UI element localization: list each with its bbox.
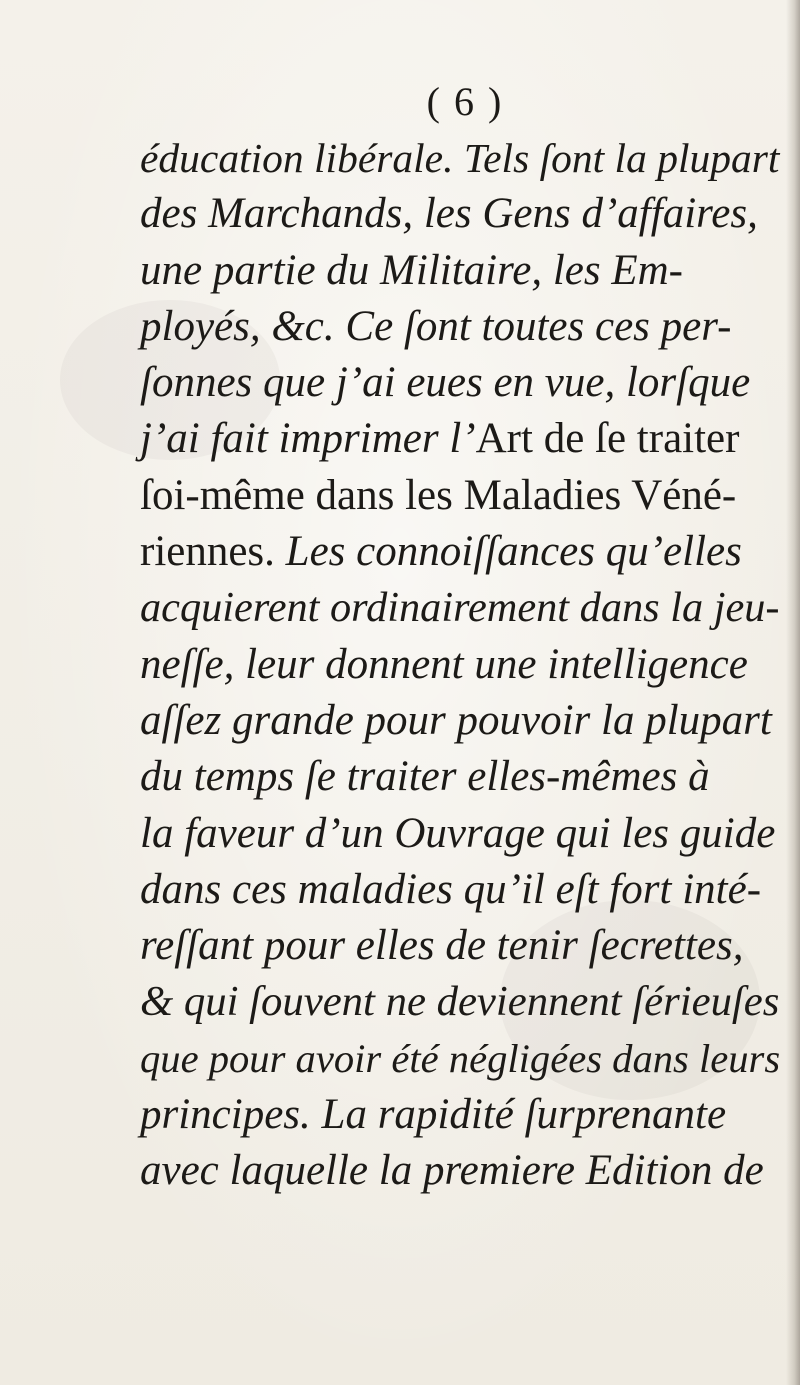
text-line [140, 355, 780, 411]
text-segment: que pour avoir été négligées dans leurs [140, 1035, 781, 1081]
text-segment: avec laquelle la premiere Edition de [140, 1147, 764, 1195]
text-segment: ſoi-même dans les Maladies Véné- [140, 471, 737, 519]
text-line [140, 411, 780, 467]
text-line [140, 468, 780, 524]
text-line [140, 749, 780, 805]
text-segment: j’ai fait imprimer l’ [140, 415, 476, 463]
text-line [140, 806, 780, 862]
text-line [140, 693, 780, 749]
text-segment: aſſez grande pour pouvoir la plupart [140, 696, 772, 744]
text-segment: reſſant pour elles de tenir ſecrettes, [140, 922, 744, 970]
page-number: ( 6 ) [426, 79, 504, 124]
text-segment: ſonnes que j’ai eues en vue, lorſque [140, 359, 751, 407]
text-line [140, 637, 780, 693]
text-line [140, 299, 780, 355]
text-segment: & qui ſouvent ne deviennent ſérieuſes [140, 978, 780, 1026]
text-line [140, 130, 780, 186]
body-text [140, 130, 780, 1200]
text-segment: la faveur d’un Ouvrage qui les guide [140, 809, 776, 857]
text-line [140, 1143, 780, 1199]
text-segment: acquierent ordinairement dans la jeu- [140, 584, 780, 632]
text-line [140, 243, 780, 299]
text-segment: des Marchands, les Gens d’affaires, [140, 190, 758, 238]
text-line [140, 580, 780, 636]
text-segment: neſſe, leur donnent une intelligence [140, 640, 748, 688]
text-line [140, 1087, 780, 1143]
text-line [140, 862, 780, 918]
text-segment: du temps ſe traiter elles-mêmes à [140, 753, 710, 801]
text-segment: ployés, &c. Ce ſont toutes ces per- [140, 302, 732, 350]
text-line [140, 1031, 780, 1087]
text-segment: principes. La rapidité ſurprenante [140, 1091, 727, 1139]
text-line [140, 524, 780, 580]
text-line [140, 974, 780, 1030]
page-edge-shadow [786, 0, 800, 1385]
text-line [140, 918, 780, 974]
text-segment: Art de ſe traiter [475, 415, 740, 463]
text-segment: éducation libérale. Tels ſont la plupart [140, 135, 780, 181]
text-segment: dans ces maladies qu’il eſt fort inté- [140, 865, 762, 913]
text-segment: riennes. [140, 528, 286, 576]
text-segment: une partie du Militaire, les Em- [140, 246, 683, 294]
text-line [140, 186, 780, 242]
text-segment: Les connoiſſances qu’elles [285, 528, 742, 576]
